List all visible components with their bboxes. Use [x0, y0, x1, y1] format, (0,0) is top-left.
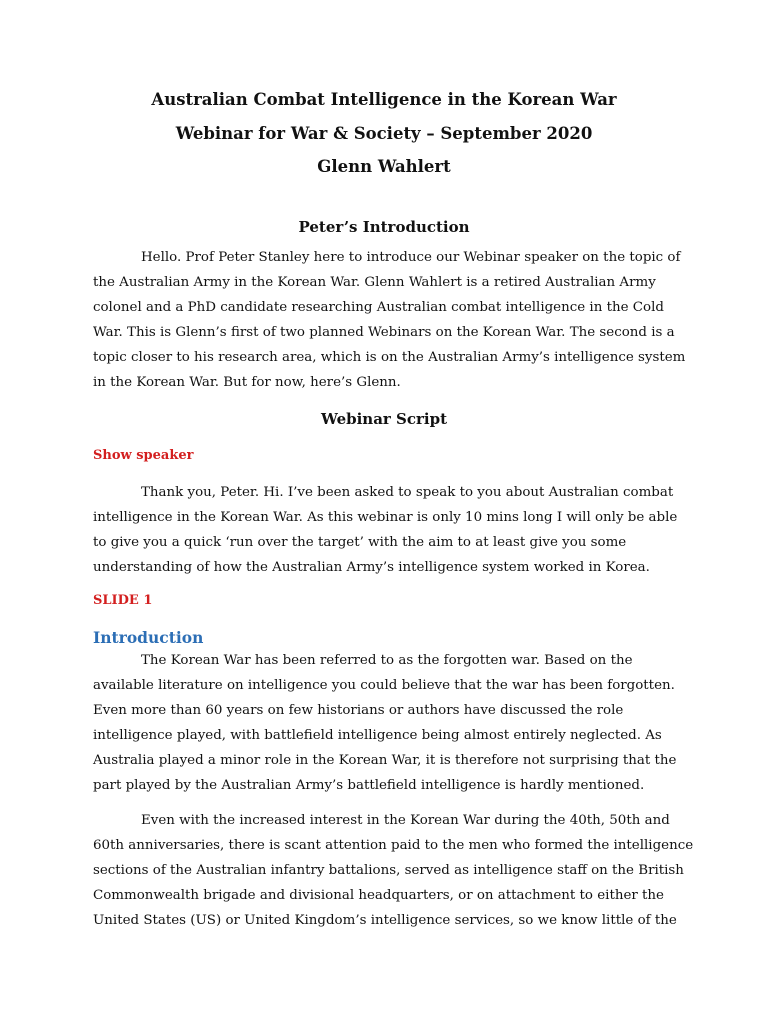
paragraph-line: Australia played a minor role in the Korean War, it is therefore not surprising that the — [93, 753, 677, 768]
script-heading: Webinar Script — [320, 410, 448, 428]
slide-label: SLIDE 1 — [93, 593, 153, 608]
paragraph-line: understanding of how the Australian Army’s intelligence system worked in Korea. — [93, 560, 650, 575]
paragraph-line: intelligence in the Korean War. As this webinar is only 10 mins long I will only be able — [93, 510, 678, 525]
script-paragraph-2 — [93, 648, 677, 798]
paragraph-line: United States (US) or United Kingdom’s intelligence services, so we know little of the — [93, 913, 677, 928]
script-paragraph-1 — [93, 480, 678, 580]
document-author: Glenn Wahlert — [317, 157, 451, 176]
paragraph-line: Thank you, Peter. Hi. I’ve been asked to speak to you about Australian combat — [141, 485, 674, 500]
paragraph-line: Even with the increased interest in the Korean War during the 40th, 50th and — [141, 813, 670, 828]
intro-line: topic closer to his research area, which is on the Australian Army’s intelligence system — [93, 350, 686, 365]
intro-line: War. This is Glenn’s first of two planned Webinars on the Korean War. The second is a — [93, 325, 675, 340]
section-heading-introduction: Introduction — [93, 628, 204, 647]
paragraph-line: sections of the Australian infantry battalions, served as intelligence staff on the British — [93, 863, 684, 878]
paragraph-line: available literature on intelligence you could believe that the war has been forgotten. — [93, 678, 675, 693]
intro-line: in the Korean War. But for now, here’s Glenn. — [93, 375, 401, 390]
paragraph-line: intelligence played, with battlefield intelligence being almost entirely neglected. As — [93, 728, 662, 743]
intro-heading: Peter’s Introduction — [298, 218, 470, 236]
script-paragraph-3 — [93, 808, 694, 933]
paragraph-line: 60th anniversaries, there is scant attention paid to the men who formed the intelligence — [93, 838, 694, 853]
show-speaker-cue: Show speaker — [93, 448, 194, 463]
intro-line: colonel and a PhD candidate researching Australian combat intelligence in the Cold — [93, 300, 664, 315]
paragraph-line: Commonwealth brigade and divisional headquarters, or on attachment to either the — [93, 888, 664, 903]
paragraph-line: Even more than 60 years on few historians or authors have discussed the role — [93, 703, 624, 718]
document-title: Australian Combat Intelligence in the Korean War — [151, 90, 617, 109]
intro-line: Hello. Prof Peter Stanley here to introduce our Webinar speaker on the topic of — [141, 250, 681, 265]
paragraph-line: part played by the Australian Army’s battlefield intelligence is hardly mentioned. — [93, 778, 645, 793]
intro-paragraph — [93, 245, 686, 395]
intro-line: the Australian Army in the Korean War. Glenn Wahlert is a retired Australian Army — [93, 275, 656, 290]
document-subtitle: Webinar for War & Society – September 2020 — [175, 124, 593, 143]
paragraph-line: to give you a quick ‘run over the target’ with the aim to at least give you some — [93, 535, 627, 550]
paragraph-line: The Korean War has been referred to as the forgotten war. Based on the — [141, 653, 633, 668]
